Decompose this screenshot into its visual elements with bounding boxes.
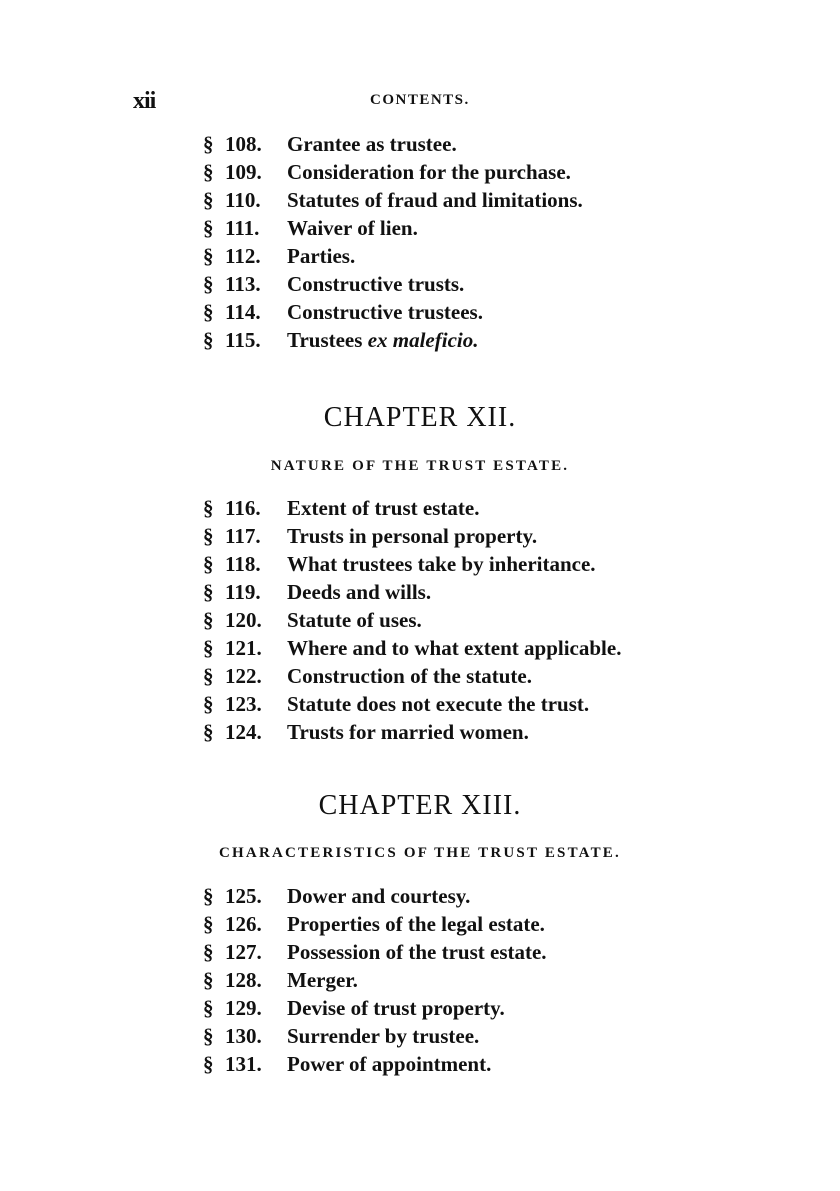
section-number: 122.	[225, 664, 262, 688]
chapter-13-subheading: CHARACTERISTICS OF THE TRUST ESTATE.	[219, 845, 621, 861]
section-number: 125.	[225, 884, 262, 908]
chapter-12-subheading: NATURE OF THE TRUST ESTATE.	[270, 458, 570, 474]
section-sign: §	[203, 496, 214, 520]
section-title: Deeds and wills.	[287, 580, 432, 604]
section-sign: §	[203, 1024, 214, 1048]
section-number: 120.	[225, 608, 262, 632]
section-entry-128	[203, 966, 547, 994]
section-entry-109	[203, 158, 583, 186]
section-sign: §	[203, 968, 214, 992]
section-sign: §	[203, 552, 214, 576]
section-title: Waiver of lien.	[287, 216, 418, 240]
section-number: 111.	[225, 216, 260, 240]
section-title: Statute does not execute the trust.	[287, 692, 590, 716]
section-title: Statute of uses.	[287, 608, 422, 632]
running-head	[0, 88, 840, 118]
section-sign: §	[203, 244, 214, 268]
section-number: 109.	[225, 160, 262, 184]
section-title: Construction of the statute.	[287, 664, 532, 688]
section-sign: §	[203, 300, 214, 324]
section-sign: §	[203, 636, 214, 660]
section-sign: §	[203, 692, 214, 716]
chapter-12-heading: CHAPTER XII.	[323, 402, 517, 433]
section-list-chapter-13	[203, 882, 547, 1078]
section-title	[287, 328, 478, 352]
section-entry-126	[203, 910, 547, 938]
section-title: What trustees take by inheritance.	[287, 552, 596, 576]
section-entry-110	[203, 186, 583, 214]
section-sign: §	[203, 216, 214, 240]
section-list-chapter-11-continued	[203, 130, 583, 354]
section-entry-119	[203, 578, 621, 606]
section-title: Parties.	[287, 244, 356, 268]
section-entry-124	[203, 718, 621, 746]
chapter-13-heading: CHAPTER XIII.	[318, 790, 522, 821]
section-entry-122	[203, 662, 621, 690]
section-sign: §	[203, 720, 214, 744]
section-title: Constructive trustees.	[287, 300, 483, 324]
section-sign: §	[203, 608, 214, 632]
section-sign: §	[203, 160, 214, 184]
section-entry-121	[203, 634, 621, 662]
running-head-title: CONTENTS.	[370, 92, 470, 108]
section-sign: §	[203, 328, 214, 352]
section-number: 113.	[225, 272, 261, 296]
section-number: 131.	[225, 1052, 262, 1076]
section-number: 115.	[225, 328, 261, 352]
section-title: Constructive trusts.	[287, 272, 465, 296]
section-entry-117	[203, 522, 621, 550]
section-list-chapter-12	[203, 494, 621, 746]
section-sign: §	[203, 912, 214, 936]
section-number: 118.	[225, 552, 261, 576]
section-title-italic: ex maleficio.	[367, 328, 479, 352]
section-title: Power of appointment.	[287, 1052, 492, 1076]
section-number: 117.	[225, 524, 261, 548]
page-number: xii	[133, 88, 156, 114]
section-number: 126.	[225, 912, 262, 936]
section-title: Properties of the legal estate.	[287, 912, 545, 936]
section-entry-130	[203, 1022, 547, 1050]
section-title: Surrender by trustee.	[287, 1024, 480, 1048]
section-entry-127	[203, 938, 547, 966]
section-sign: §	[203, 664, 214, 688]
section-entry-113	[203, 270, 583, 298]
section-sign: §	[203, 1052, 214, 1076]
section-number: 112.	[225, 244, 261, 268]
section-entry-115	[203, 326, 583, 354]
section-sign: §	[203, 272, 214, 296]
section-title: Merger.	[287, 968, 358, 992]
section-sign: §	[203, 940, 214, 964]
section-entry-111	[203, 214, 583, 242]
section-title: Extent of trust estate.	[287, 496, 480, 520]
section-number: 110.	[225, 188, 261, 212]
section-number: 129.	[225, 996, 262, 1020]
section-number: 127.	[225, 940, 262, 964]
section-title: Consideration for the purchase.	[287, 160, 571, 184]
section-entry-131	[203, 1050, 547, 1078]
section-entry-120	[203, 606, 621, 634]
section-number: 123.	[225, 692, 262, 716]
section-entry-129	[203, 994, 547, 1022]
section-title: Trusts for married women.	[287, 720, 529, 744]
section-title: Possession of the trust estate.	[287, 940, 547, 964]
section-title: Trusts in personal property.	[287, 524, 538, 548]
section-title: Statutes of fraud and limitations.	[287, 188, 583, 212]
section-sign: §	[203, 580, 214, 604]
section-title-prefix: Trustees	[287, 328, 368, 352]
section-entry-123	[203, 690, 621, 718]
section-sign: §	[203, 132, 214, 156]
section-number: 130.	[225, 1024, 262, 1048]
section-sign: §	[203, 524, 214, 548]
section-entry-114	[203, 298, 583, 326]
section-number: 108.	[225, 132, 262, 156]
section-number: 119.	[225, 580, 261, 604]
section-title: Grantee as trustee.	[287, 132, 457, 156]
section-entry-116	[203, 494, 621, 522]
section-number: 116.	[225, 496, 261, 520]
section-entry-125	[203, 882, 547, 910]
section-number: 124.	[225, 720, 262, 744]
section-sign: §	[203, 996, 214, 1020]
section-title: Devise of trust property.	[287, 996, 505, 1020]
section-entry-108	[203, 130, 583, 158]
section-number: 114.	[225, 300, 261, 324]
section-sign: §	[203, 884, 214, 908]
section-entry-112	[203, 242, 583, 270]
section-number: 128.	[225, 968, 262, 992]
section-number: 121.	[225, 636, 262, 660]
section-title: Where and to what extent applicable.	[287, 636, 622, 660]
section-entry-118	[203, 550, 621, 578]
section-title: Dower and courtesy.	[287, 884, 471, 908]
section-sign: §	[203, 188, 214, 212]
